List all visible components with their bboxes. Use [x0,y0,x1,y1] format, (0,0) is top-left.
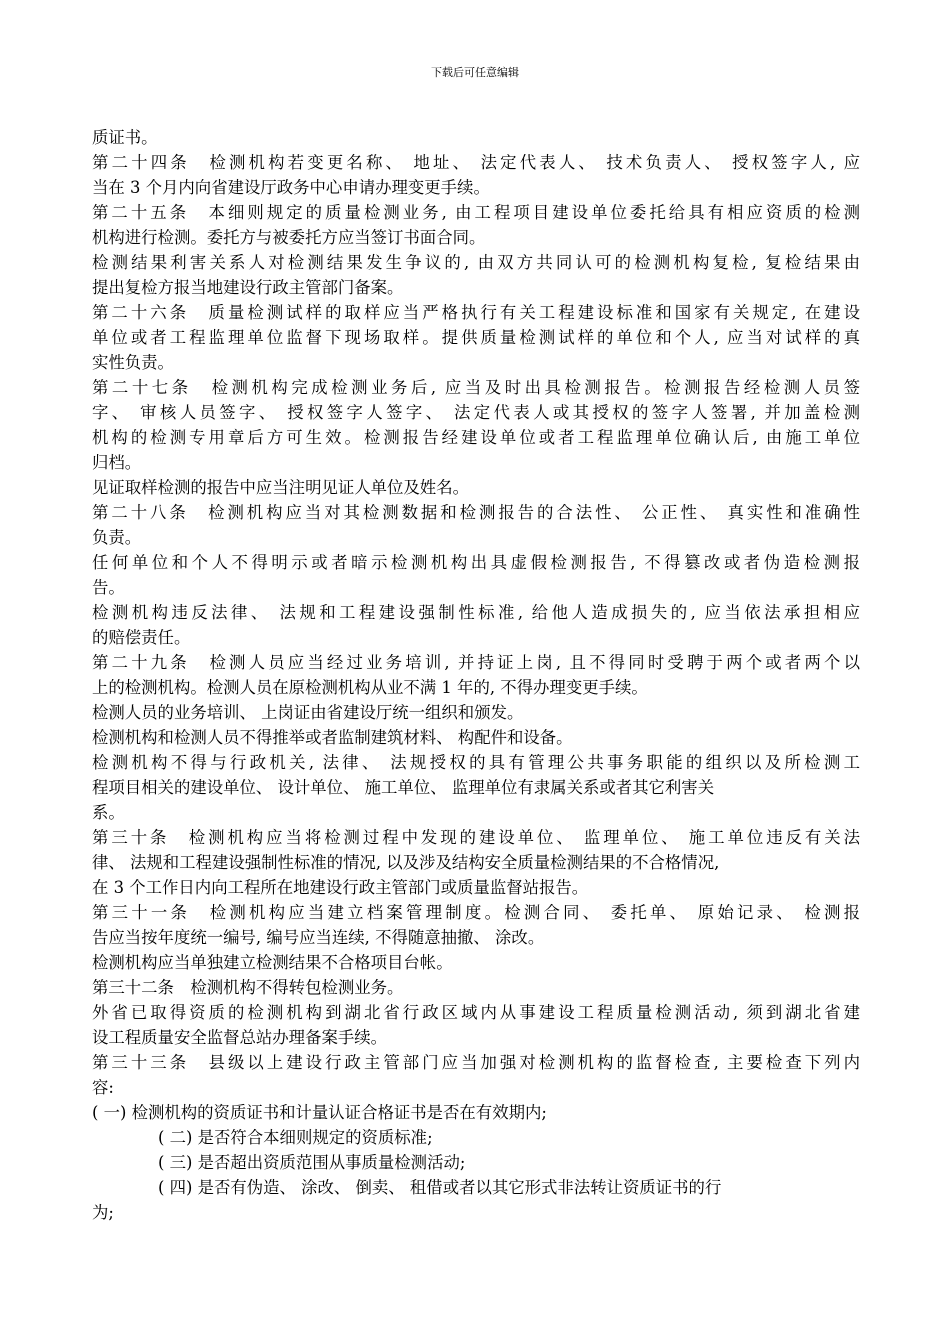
text-line: 为; [92,1203,114,1222]
text-line: 容: [92,1078,114,1097]
text-line: 质证书。 [92,128,158,147]
text-line: ( 四) 是否有伪造、 涂改、 倒卖、 租借或者以其它形式非法转让资质证书的行 [158,1178,722,1197]
text-line: 律、 法规和工程建设强制性标准的情况, 以及涉及结构安全质量检测结果的不合格情况, [92,853,720,872]
text-line: 外省已取得资质的检测机构到湖北省行政区域内从事建设工程质量检测活动, 须到湖北省建 [92,1003,860,1022]
text-line: 检测机构应当单独建立检测结果不合格项目台帐。 [92,953,453,972]
page-header: 下载后可任意编辑 [431,66,519,79]
text-line: 第二十九条 检测人员应当经过业务培训, 并持证上岗, 且不得同时受聘于两个或者两个以 [92,653,860,672]
text-line: 检测结果利害关系人对检测结果发生争议的, 由双方共同认可的检测机构复检, 复检结果由 [92,253,860,272]
text-line: 字、 审核人员签字、 授权签字人签字、 法定代表人或其授权的签字人签署, 并加盖检测 [92,403,860,422]
text-line: ( 一) 检测机构的资质证书和计量认证合格证书是否在有效期内; [92,1103,547,1122]
text-line: 第二十五条 本细则规定的质量检测业务, 由工程项目建设单位委托给具有相应资质的检测 [92,203,860,222]
text-line: 任何单位和个人不得明示或者暗示检测机构出具虚假检测报告, 不得篡改或者伪造检测报 [92,553,860,572]
text-line: 当在 3 个月内向省建设厅政务中心申请办理变更手续。 [92,178,490,197]
text-line: 机构进行检测。委托方与被委托方应当签订书面合同。 [92,228,486,247]
text-line: 第三十三条 县级以上建设行政主管部门应当加强对检测机构的监督检查, 主要检查下列内 [92,1053,860,1072]
text-line: 告应当按年度统一编号, 编号应当连续, 不得随意抽撤、 涂改。 [92,928,545,947]
text-line: 设工程质量安全监督总站办理备案手续。 [92,1028,388,1047]
text-line: 第二十六条 质量检测试样的取样应当严格执行有关工程建设标准和国家有关规定, 在建设 [92,303,860,322]
text-line: 机构的检测专用章后方可生效。检测报告经建设单位或者工程监理单位确认后, 由施工单位 [92,428,860,447]
text-line: 单位或者工程监理单位监督下现场取样。提供质量检测试样的单位和个人, 应当对试样的真 [92,328,860,347]
text-line: 系。 [92,803,125,822]
text-line: 在 3 个工作日内向工程所在地建设行政主管部门或质量监督站报告。 [92,878,589,897]
text-line: ( 三) 是否超出资质范围从事质量检测活动; [158,1153,466,1172]
text-line: 负责。 [92,528,142,547]
text-line: 提出复检方报当地建设行政主管部门备案。 [92,278,404,297]
text-line: 见证取样检测的报告中应当注明见证人单位及姓名。 [92,478,469,497]
text-line: 程项目相关的建设单位、 设计单位、 施工单位、 监理单位有隶属关系或者其它利害关 [92,778,715,797]
text-line: 上的检测机构。检测人员在原检测机构从业不满 1 年的, 不得办理变更手续。 [92,678,648,697]
text-line: 的赔偿责任。 [92,628,191,647]
text-line: 第三十条 检测机构应当将检测过程中发现的建设单位、 监理单位、 施工单位违反有关法 [92,828,860,847]
text-line: 检测机构和检测人员不得推举或者监制建筑材料、 构配件和设备。 [92,728,573,747]
text-line: 第二十四条 检测机构若变更名称、 地址、 法定代表人、 技术负责人、 授权签字人, 应 [92,153,860,172]
text-line: 第三十一条 检测机构应当建立档案管理制度。检测合同、 委托单、 原始记录、 检测报 [92,903,860,922]
text-line: 第三十二条 检测机构不得转包检测业务。 [92,978,404,997]
text-line: ( 二) 是否符合本细则规定的资质标准; [158,1128,433,1147]
text-line: 检测人员的业务培训、 上岗证由省建设厅统一组织和颁发。 [92,703,524,722]
text-line: 检测机构违反法律、 法规和工程建设强制性标准, 给他人造成损失的, 应当依法承担相应 [92,603,860,622]
document-body [92,125,860,1225]
text-line: 第二十七条 检测机构完成检测业务后, 应当及时出具检测报告。检测报告经检测人员签 [92,378,860,397]
text-line: 第二十八条 检测机构应当对其检测数据和检测报告的合法性、 公正性、 真实性和准确性 [92,503,860,522]
text-line: 实性负责。 [92,353,174,372]
text-line: 检测机构不得与行政机关, 法律、 法规授权的具有管理公共事务职能的组织以及所检测工 [92,753,860,772]
text-line: 告。 [92,578,125,597]
text-line: 归档。 [92,453,142,472]
